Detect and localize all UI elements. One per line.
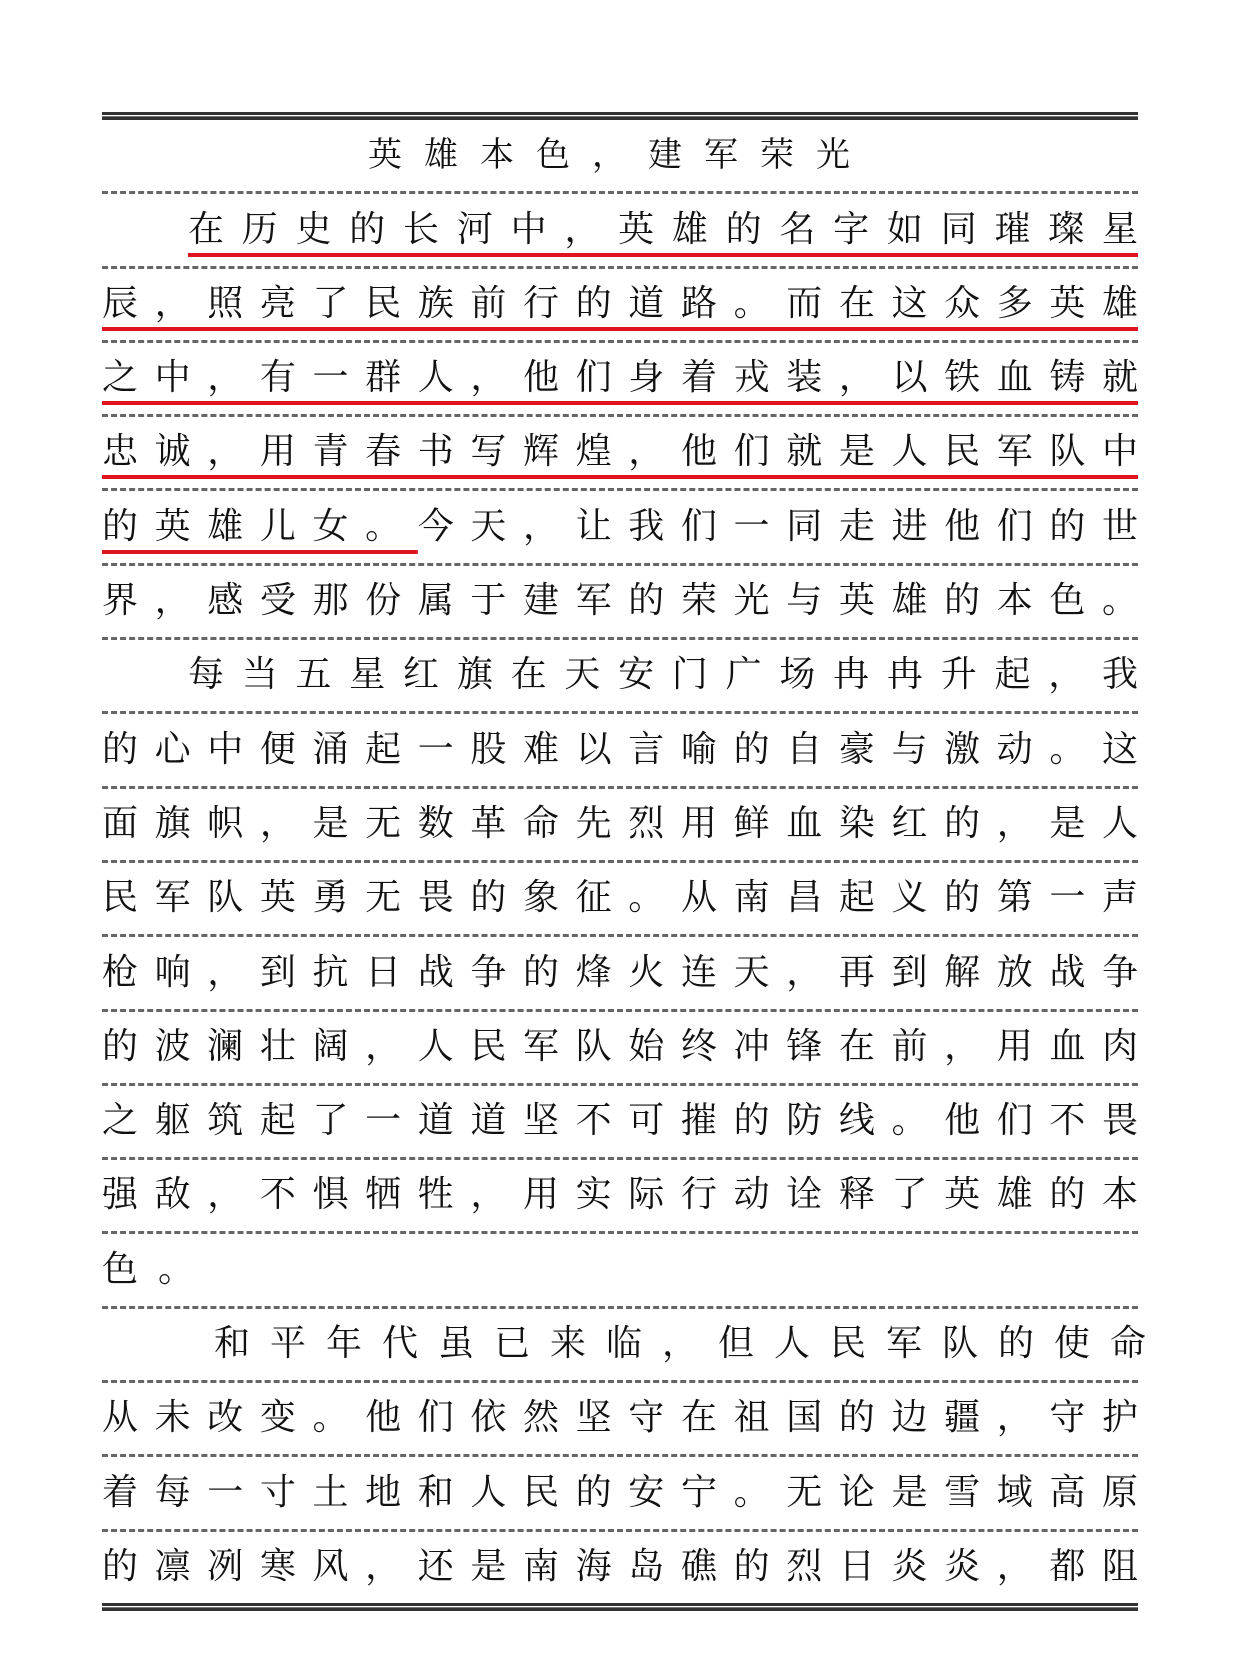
plain-text: 民军队英勇无畏的象征。从南昌起义的第一声 [102, 877, 1138, 919]
text-line [102, 417, 1138, 491]
line-text [102, 1471, 1138, 1515]
plain-text: 强敌，不惧牺牲，用实际行动诠释了英雄的本 [102, 1174, 1138, 1216]
plain-text: 面旗帜，是无数革命先烈用鲜血染红的，是人 [102, 802, 1138, 844]
line-text [102, 505, 1138, 549]
text-line [102, 1383, 1138, 1457]
text-line [102, 269, 1138, 343]
text-line [102, 640, 1138, 714]
bottom-double-rule [102, 1603, 1138, 1611]
text-line [102, 1532, 1138, 1603]
plain-text: 之躯筑起了一道道坚不可摧的防线。他们不畏 [102, 1100, 1138, 1142]
plain-text: 着每一寸土地和人民的安宁。无论是雪域高原 [102, 1471, 1138, 1513]
line-text [102, 951, 1138, 995]
text-line [102, 1309, 1167, 1383]
line-text [102, 1322, 1167, 1366]
line-text [102, 1025, 1138, 1069]
text-line [102, 194, 1138, 268]
text-line [102, 1012, 1138, 1086]
plain-text: 从未改变。他们依然坚守在祖国的边疆，守护 [102, 1397, 1138, 1439]
essay-title: 英雄本色，建军荣光 [368, 135, 872, 176]
plain-text: 枪响，到抗日战争的烽火连天，再到解放战争 [102, 951, 1138, 993]
line-text [102, 728, 1138, 772]
plain-text: 和平年代虽已来临，但人民军队的使命 [214, 1323, 1167, 1365]
line-text [102, 802, 1138, 846]
line-text [102, 1545, 1138, 1589]
line-text [102, 653, 1138, 697]
plain-text: 每当五星红旗在天安门广场冉冉升起，我 [188, 654, 1138, 696]
plain-text: 色。 [102, 1248, 215, 1290]
plain-text: 界，感受那份属于建军的荣光与英雄的本色。 [102, 580, 1138, 622]
top-double-rule [102, 112, 1138, 120]
underlined-text: 的英雄儿女。 [102, 505, 418, 547]
line-text [102, 282, 1138, 326]
underlined-text: 在历史的长河中，英雄的名字如同璀璨星 [188, 208, 1138, 250]
line-text [102, 1173, 1138, 1217]
line-text [102, 579, 1138, 623]
underlined-text: 之中，有一群人，他们身着戎装，以铁血铸就 [102, 357, 1138, 399]
line-text [102, 430, 1138, 474]
text-line [102, 343, 1138, 417]
plain-text: 的凛冽寒风，还是南海岛礁的烈日炎炎，都阻 [102, 1545, 1138, 1587]
underlined-text: 辰，照亮了民族前行的道路。而在这众多英雄 [102, 282, 1138, 324]
text-line [102, 1160, 1138, 1234]
underlined-text: 忠诚，用青春书写辉煌，他们就是人民军队中 [102, 431, 1138, 473]
text-line [102, 789, 1138, 863]
title-row [102, 120, 1138, 194]
text-line [102, 1086, 1138, 1160]
text-line [102, 937, 1138, 1011]
text-line [102, 1234, 1138, 1308]
text-line [102, 491, 1138, 565]
text-line [102, 863, 1138, 937]
line-text [102, 356, 1138, 400]
lined-paper [102, 112, 1167, 1611]
line-text [102, 876, 1138, 920]
line-text [102, 1099, 1138, 1143]
line-text [102, 1248, 1138, 1292]
line-text [102, 1396, 1138, 1440]
line-text [102, 208, 1138, 252]
text-line [102, 566, 1138, 640]
text-line [102, 714, 1138, 788]
plain-text: 今天，让我们一同走进他们的世 [417, 505, 1138, 547]
text-line [102, 1457, 1138, 1531]
plain-text: 的波澜壮阔，人民军队始终冲锋在前，用血肉 [102, 1025, 1138, 1067]
plain-text: 的心中便涌起一股难以言喻的自豪与激动。这 [102, 728, 1138, 770]
